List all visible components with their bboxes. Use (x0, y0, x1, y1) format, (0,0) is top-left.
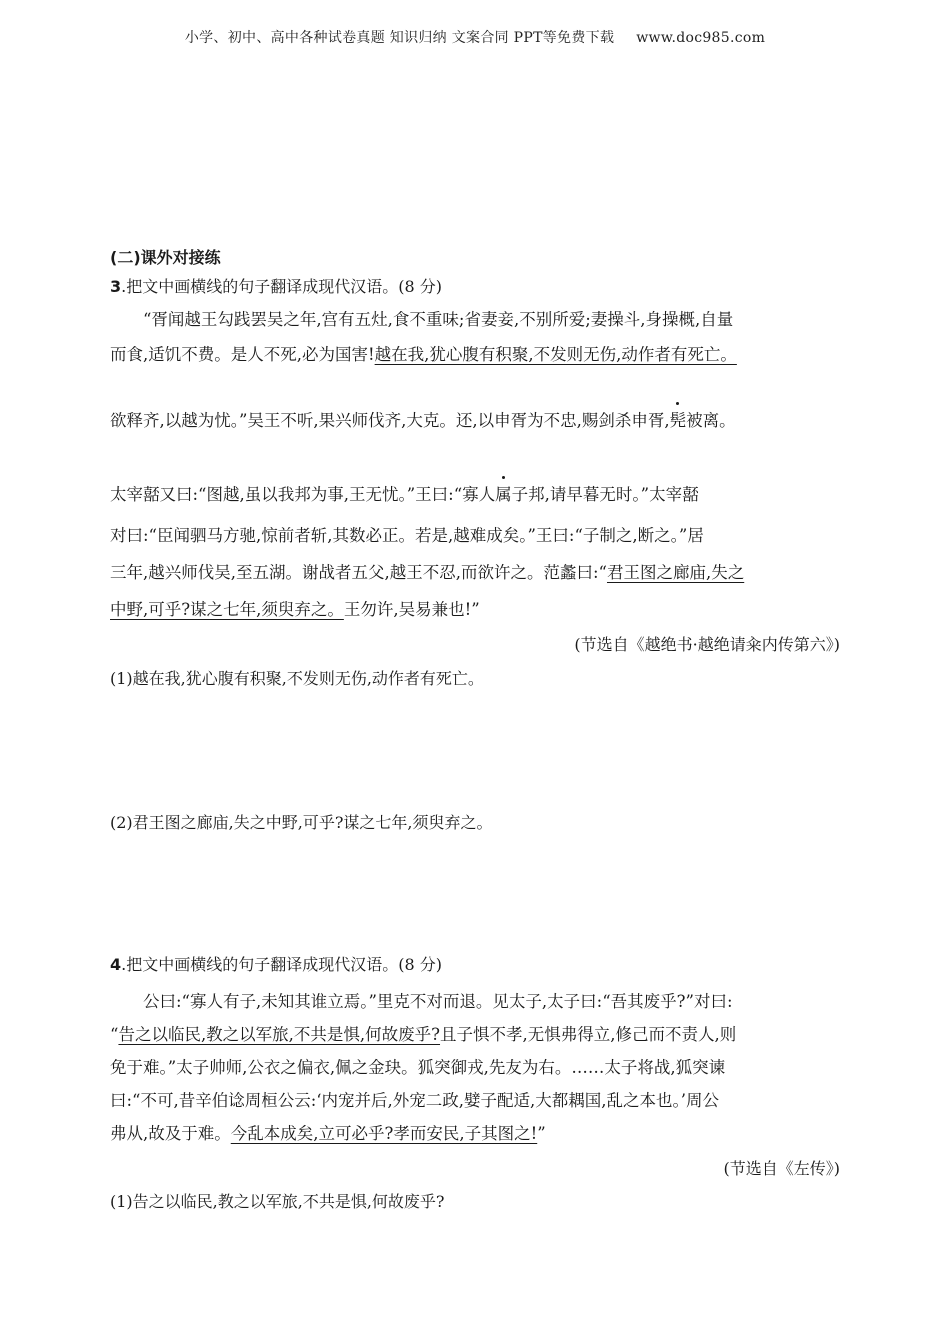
q3-passage (110, 302, 840, 628)
underlined-sentence: 越在我,犹心腹有积聚,不发则无伤,动作者有死亡。 (374, 345, 737, 364)
passage-text: ” (537, 1124, 546, 1143)
page-header (0, 27, 950, 47)
passage-text: 被离。 (686, 411, 736, 430)
passage-line (110, 1018, 840, 1051)
document-body (110, 244, 840, 1218)
question-text: .把文中画横线的句子翻译成现代汉语。(8 分) (121, 955, 442, 974)
passage-line (110, 554, 840, 591)
passage-line (110, 337, 840, 372)
q3-subquestion-1: (1)越在我,犹心腹有积聚,不发则无伤,动作者有死亡。 (110, 669, 484, 688)
question-4-prompt (110, 950, 840, 980)
question-number: 3 (110, 277, 122, 296)
question-number: 4 (110, 955, 122, 974)
q4-passage (110, 985, 840, 1150)
underlined-sentence: 中野,可乎?谋之七年,须臾弃之。 (110, 600, 344, 619)
passage-text: 欲释齐,以越为忧。”吴王不听,果兴师伐齐,大克。还,以申胥为不忠,赐剑杀申胥, (110, 411, 670, 430)
answer-space[interactable] (110, 696, 840, 808)
answer-space[interactable] (110, 838, 840, 950)
header-text: 小学、初中、高中各种试卷真题 知识归纳 文案合同 PPT等免费下载 (184, 30, 615, 46)
passage-line (110, 1117, 840, 1150)
passage-line: “胥闻越王勾践罢吴之年,宫有五灶,食不重味;省妻妾,不别所爱;妻操斗,身操概,自量 (143, 310, 734, 329)
passage-text: 而食,适饥不费。是人不死,必为国害! (110, 345, 375, 364)
passage-line: 曰:“不可,昔辛伯谂周桓公云:‘内宠并后,外宠二政,嬖子配适,大都耦国,乱之本也。’周公 (110, 1091, 720, 1110)
passage-text: 弗从,故及于难。 (110, 1124, 231, 1143)
q4-source: (节选自《左传》) (723, 1159, 840, 1178)
emphasis-dot-char: 髡 (669, 411, 687, 430)
passage-line: 免于难。”太子帅师,公衣之偏衣,佩之金玦。狐突御戎,先友为右。……太子将战,狐突谏 (110, 1058, 726, 1077)
underlined-sentence: 告之以临民,教之以军旅,不共是惧,何故废乎? (118, 1025, 441, 1044)
passage-text: 且子惧不孝,无惧弗得立,修己而不责人,则 (440, 1025, 737, 1044)
passage-line: 公曰:“寡人有子,未知其谁立焉。”里克不对而退。见太子,太子曰:“吾其废乎?”对曰: (143, 992, 733, 1011)
passage-line (110, 403, 840, 438)
question-3-prompt (110, 272, 840, 302)
passage-line (110, 591, 840, 628)
passage-text: 三年,越兴师伐吴,至五湖。谢战者五父,越王不忍,而欲许之。范蠡曰:“ (110, 563, 607, 582)
emphasis-dot-char: 属 (495, 485, 512, 504)
passage-text: “ (110, 1025, 119, 1044)
q3-source: (节选自《越绝书·越绝请籴内传第六》) (574, 635, 840, 654)
section-title: (二)课外对接练 (110, 248, 221, 267)
question-text: .把文中画横线的句子翻译成现代汉语。(8 分) (121, 277, 442, 296)
underlined-sentence: 今乱本成矣,立可必乎?孝而安民,子其图之! (230, 1124, 538, 1143)
passage-text: 太宰嚭又曰:“图越,虽以我邦为事,王无忧。”王曰:“寡人 (110, 485, 496, 504)
q3-subquestion-2: (2)君王图之廊庙,失之中野,可乎?谋之七年,须臾弃之。 (110, 813, 493, 832)
passage-line (110, 477, 840, 512)
passage-text: 子邦,请早暮无时。”太宰嚭 (511, 485, 699, 504)
q4-subquestion-1: (1)告之以临民,教之以军旅,不共是惧,何故废乎? (110, 1192, 445, 1211)
underlined-sentence: 君王图之廊庙,失之 (606, 563, 745, 582)
header-url[interactable]: www.doc985.com (636, 30, 766, 46)
passage-line: 对曰:“臣闻驷马方驰,惊前者斩,其数必正。若是,越难成矣。”王曰:“子制之,断之。”居 (110, 526, 704, 545)
passage-text: 王勿许,吴易兼也!” (343, 600, 480, 619)
